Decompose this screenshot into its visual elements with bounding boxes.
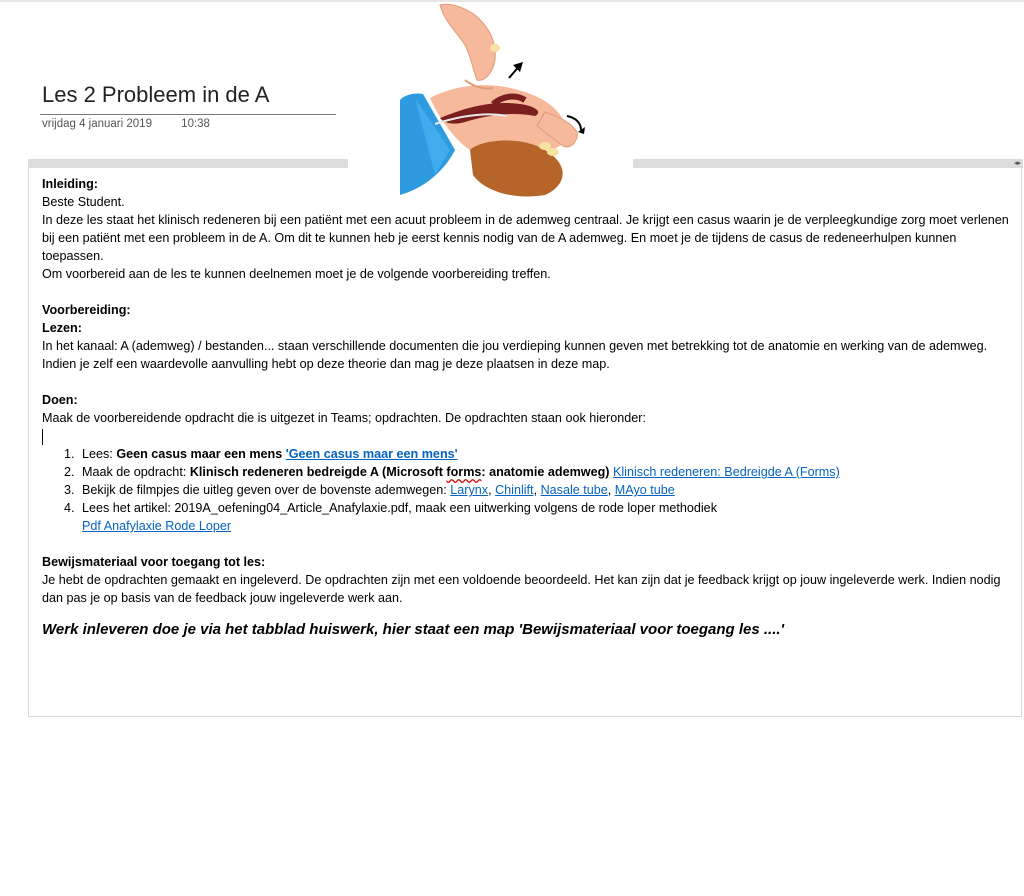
doen-paragraph: Maak de voorbereidende opdracht die is uitgezet in Teams; opdrachten. De opdrachten staan ook hieronder:	[42, 411, 646, 425]
link-mayo-tube[interactable]: MAyo tube	[614, 483, 675, 497]
list-item: 1. Lees: Geen casus maar een mens 'Geen casus maar een mens'	[78, 445, 1017, 463]
link-larynx[interactable]: Larynx	[450, 483, 489, 497]
note-content[interactable]	[42, 175, 1017, 639]
assignment-list	[42, 445, 1017, 535]
heading-inleiding: Inleiding:	[42, 177, 98, 191]
heading-doen: Doen:	[42, 393, 78, 407]
link-pdf-anafylaxie[interactable]: Pdf Anafylaxie Rode Loper	[82, 519, 232, 533]
note-container-bar-right[interactable]	[633, 159, 1023, 168]
final-note: Werk inleveren doe je via het tabblad huiswerk, hier staat een map 'Bewijsmateriaal voor toegang les ....'	[42, 621, 785, 638]
spellcheck-word[interactable]: forms	[446, 465, 482, 479]
page-title[interactable]: Les 2 Probleem in de A	[42, 82, 270, 107]
heading-voorbereiding: Voorbereiding:	[42, 303, 131, 317]
list-item: 3. Bekijk de filmpjes die uitleg geven over de bovenste ademwegen: Larynx, Chinlift, Nasale tube, MAyo tube	[78, 481, 1017, 499]
list-item: 2. Maak de opdracht: Klinisch redeneren bedreigde A (Microsoft forms: anatomie ademweg) Klinisch redeneren: Bedreigde A (Forms)	[78, 463, 1017, 481]
title-divider	[40, 114, 336, 115]
intro-paragraph: In deze les staat het klinisch redeneren bij een patiënt met een acuut probleem in de ademweg centraal. Je krijgt een casus waarin je de verpleegkundige zorg moet verlenen bij een patiënt met een probleem in de A. Om dit te kunnen heb je eerst kennis nodig van de A ademweg. En moet je de tijdens de casus de redeneerhulpen kunnen toepassen.	[42, 213, 1009, 263]
greeting: Beste Student.	[42, 195, 125, 209]
link-chinlift[interactable]: Chinlift	[495, 483, 534, 497]
link-nasale-tube[interactable]: Nasale tube	[540, 483, 608, 497]
heading-lezen: Lezen:	[42, 321, 82, 335]
link-klinisch-redeneren-forms[interactable]: Klinisch redeneren: Bedreigde A (Forms)	[612, 465, 840, 479]
heading-bewijsmateriaal: Bewijsmateriaal voor toegang tot les:	[42, 555, 266, 569]
resize-handle-icon[interactable]: ◂▸	[1013, 159, 1021, 167]
text-cursor-line[interactable]	[42, 427, 1017, 445]
text-cursor	[42, 429, 43, 445]
note-container-bar-left[interactable]	[28, 159, 348, 168]
airway-illustration	[395, 0, 595, 200]
link-geen-casus[interactable]: 'Geen casus maar een mens'	[285, 447, 458, 461]
page-meta	[42, 118, 210, 130]
bewijs-paragraph: Je hebt de opdrachten gemaakt en ingeleverd. De opdrachten zijn met een voldoende beoordeeld. Het kan zijn dat je feedback krijgt op jouw ingeleverde werk. Indien nodig dan pas je op basis van de feedback jouw ingeleverde werk aan.	[42, 573, 1001, 605]
page-time: 10:38	[181, 118, 210, 130]
list-item: 4. Lees het artikel: 2019A_oefening04_Article_Anafylaxie.pdf, maak een uitwerking volgens de rode loper methodiek Pdf Anafylaxie Rode Loper	[78, 499, 1017, 535]
prep-sentence: Om voorbereid aan de les te kunnen deelnemen moet je de volgende voorbereiding treffen.	[42, 267, 551, 281]
page-date: vrijdag 4 januari 2019	[42, 118, 152, 130]
hand-chin	[440, 4, 495, 80]
lezen-paragraph: In het kanaal: A (ademweg) / bestanden... staan verschillende documenten die jou verdieping kunnen geven met betrekking tot de anatomie en werking van de ademweg. Indien je zelf een waardevolle aanvulling hebt op deze theorie dan mag je deze plaatsen in deze map.	[42, 339, 988, 371]
